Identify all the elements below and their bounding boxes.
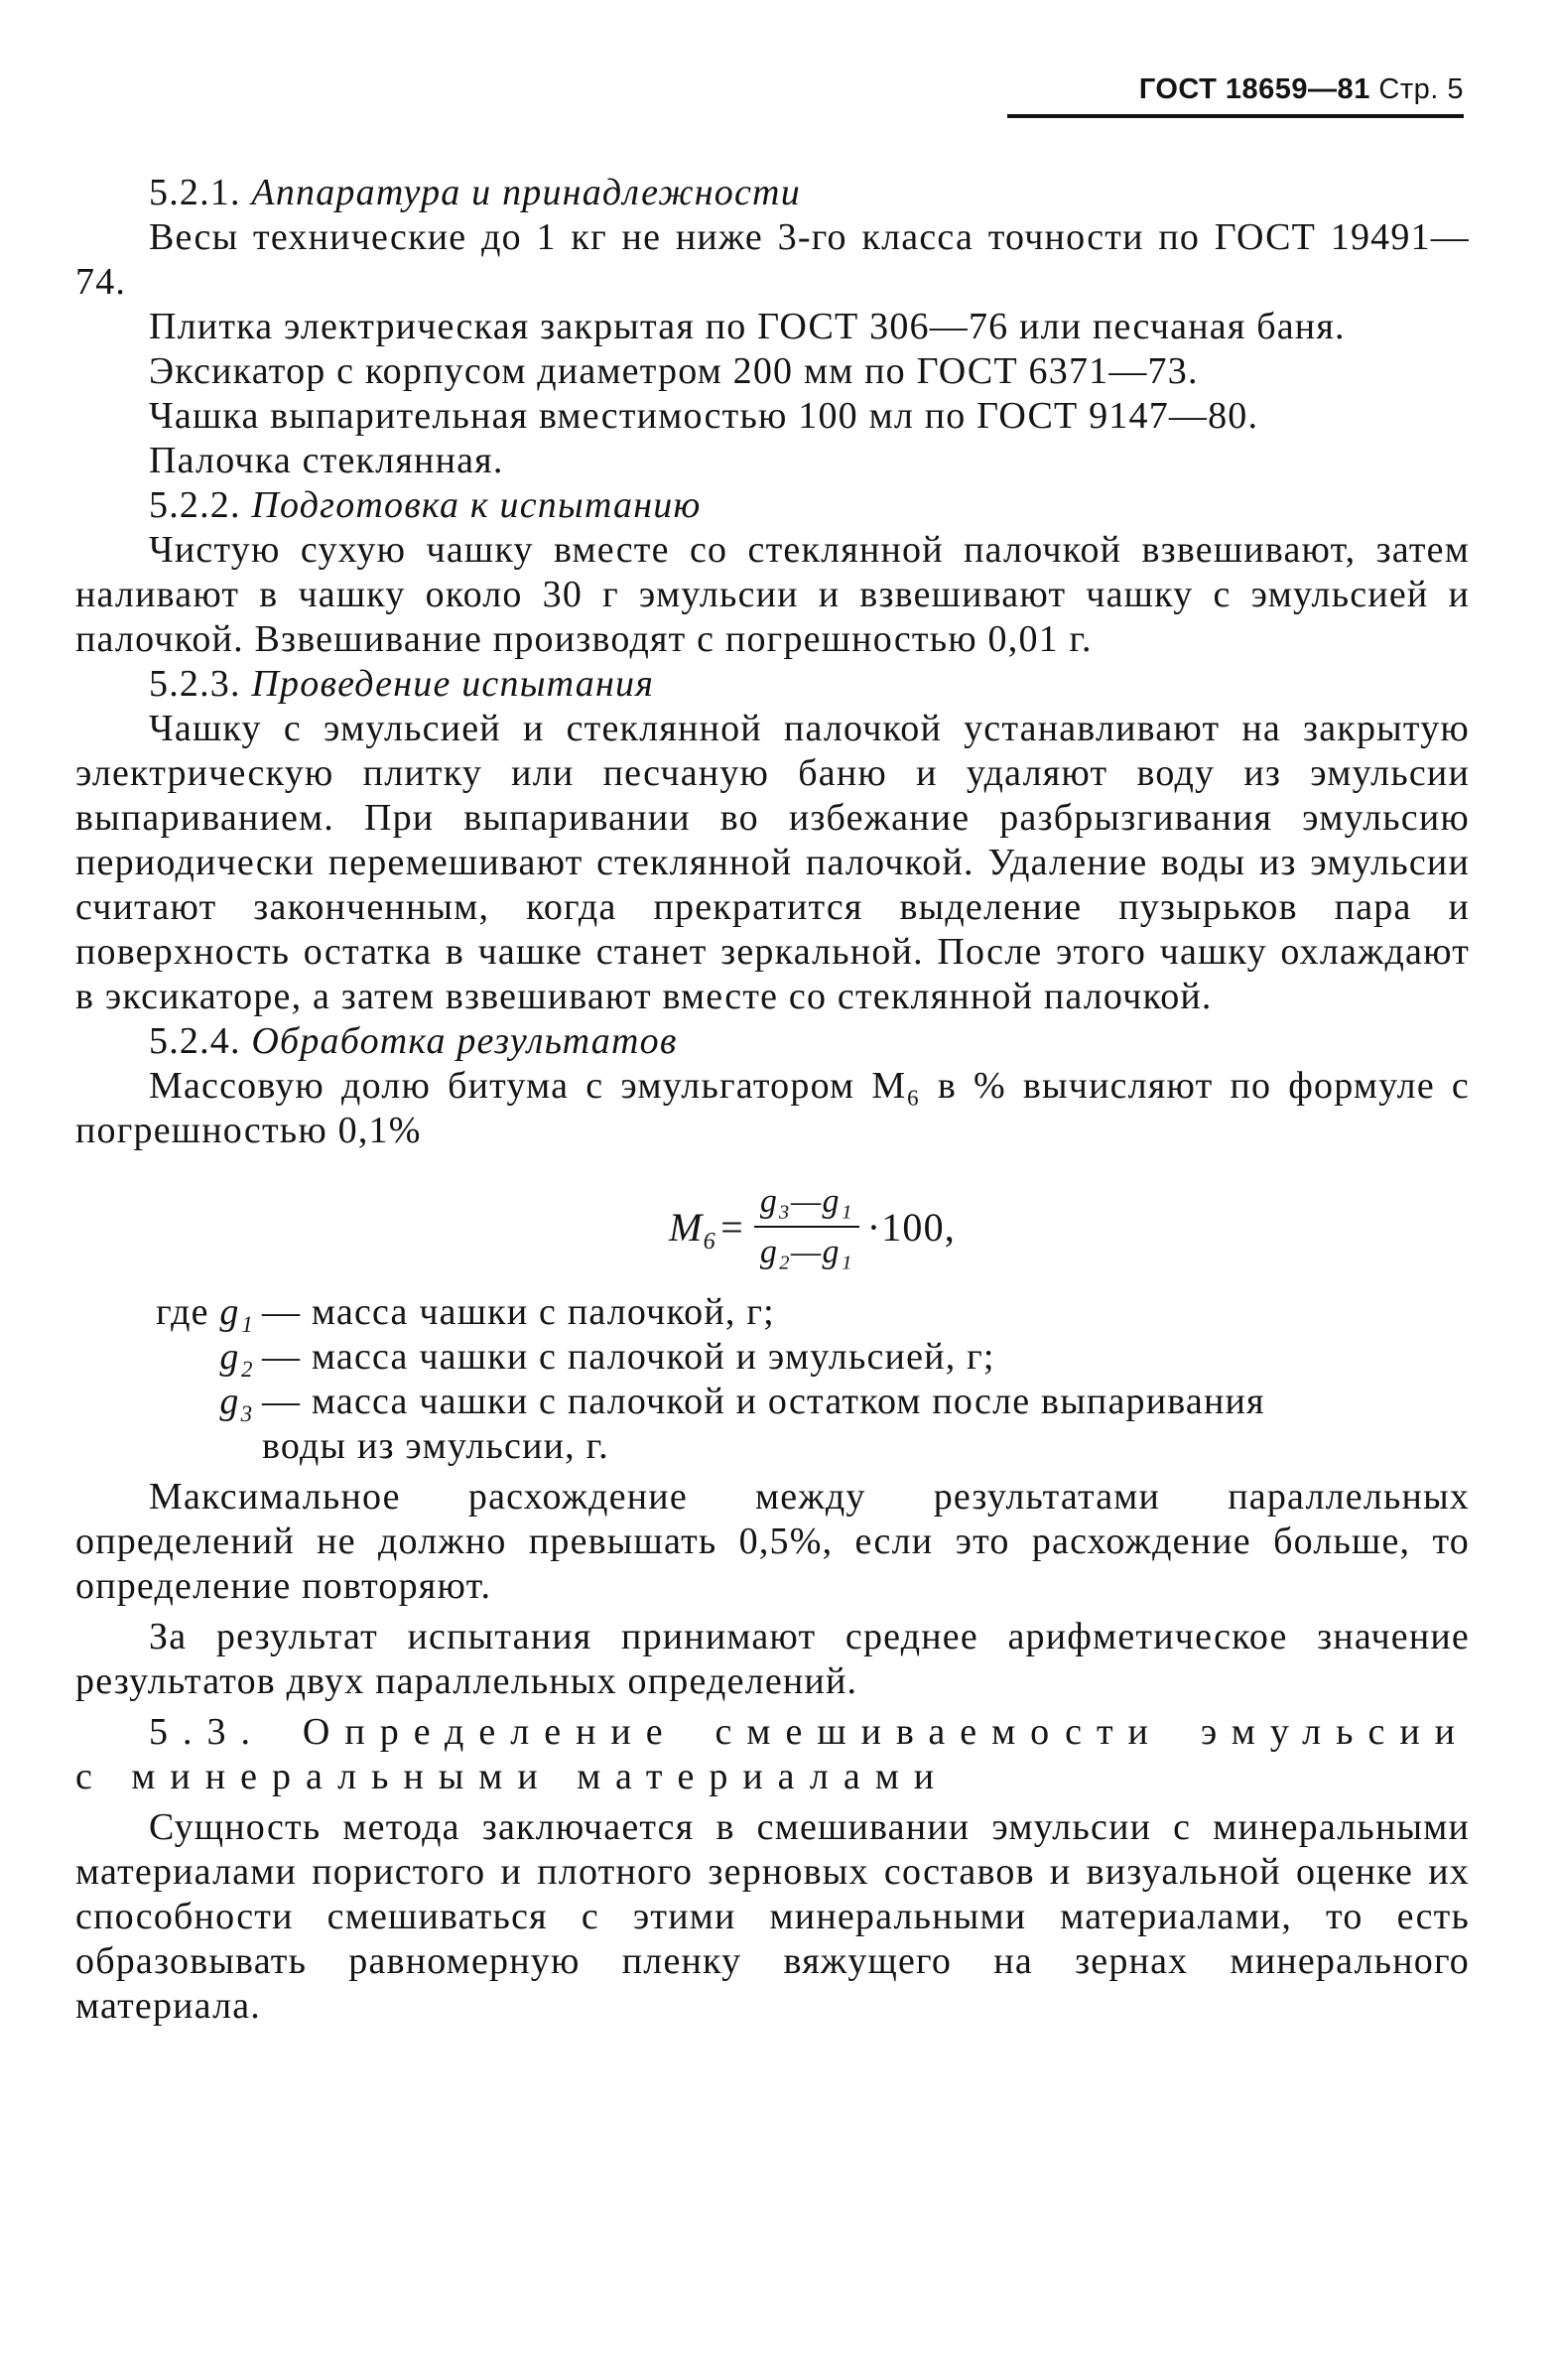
item-dish: Чашка выпарительная вместимостью 100 мл по ГОСТ 9147—80. [149, 395, 1259, 437]
item-scales: Весы технические до 1 кг не ниже 3-го класса точности по ГОСТ 19491—74. [75, 216, 1470, 303]
section-number: 5.2.3. [149, 663, 241, 705]
section-5-3-text: Сущность метода заключается в смешивании эмульсии с минеральными материалами пористого и плотного зерновых составов и визуальной оценке их способности смешиваться с этими минеральными материалами, то есть образовывать равномерную пленку вяжущего на зернах минерального материала. [75, 1806, 1470, 2027]
legend-text: — масса чашки с палочкой и остатком после выпаривания [262, 1381, 1265, 1422]
legend-symbol: g₁ [219, 1291, 254, 1333]
section-5-2-2-heading [75, 483, 1470, 528]
note-result: За результат испытания принимают среднее арифметическое значение результатов двух параллельных определений. [75, 1616, 1470, 1702]
standard-number: ГОСТ 18659—81 [1138, 73, 1370, 105]
page-header [1007, 73, 1464, 118]
formula-tail: ·100, [866, 1204, 957, 1250]
formula-intro: Массовую долю битума с эмульгатором М₆ в % вычисляют по формуле с погрешностью 0,1% [75, 1065, 1470, 1151]
section-5-2-3-text: Чашку с эмульсией и стеклянной палочкой устанавливают на закрытую электрическую плитку или песчаную баню и удаляют воду из эмульсии выпариванием. При выпаривании во избежание разбрызгивания эмульсию периодически перемешивают стеклянной палочкой. Удаление воды из эмульсии считают законченным, когда прекратится выделение пузырьков пара и поверхность остатка в чашке станет зеркальной. После этого чашку охлаждают в эксикаторе, а затем взвешивают вместе со стеклянной палочкой. [75, 708, 1470, 1017]
legend-text: — масса чашки с палочкой, г; [262, 1291, 775, 1333]
legend-text: — масса чашки с палочкой и эмульсией, г; [262, 1336, 995, 1378]
where-label: где [156, 1291, 209, 1333]
section-title: Обработка результатов [251, 1020, 678, 1062]
section-title: Проведение испытания [251, 663, 655, 705]
legend-symbol: g₂ [219, 1336, 254, 1378]
section-number: 5.2.1. [149, 172, 241, 213]
formula [75, 1179, 1470, 1274]
section-5-3-heading: 5.3. Определение смешиваемости эмульсии с минеральными материалами [75, 1711, 1470, 1797]
section-5-2-4-heading [75, 1019, 1470, 1064]
legend-row [75, 1380, 1470, 1424]
section-5-2-3-heading [75, 662, 1470, 707]
legend-continuation: воды из эмульсии, г. [262, 1425, 609, 1467]
formula-lhs: М₆= [668, 1204, 746, 1250]
section-title: Подготовка к испытанию [251, 484, 702, 526]
section-number: 5.2.4. [149, 1020, 241, 1062]
legend-row [75, 1335, 1470, 1380]
formula-legend [75, 1290, 1470, 1469]
page-number: Стр. 5 [1378, 73, 1464, 105]
section-number: 5.2.2. [149, 484, 241, 526]
section-5-2-2-text: Чистую сухую чашку вместе со стеклянной палочкой взвешивают, затем наливают в чашку около 30 г эмульсии и взвешивают чашку с эмульсией и палочкой. Взвешивание производят с погрешностью 0,01 г. [75, 529, 1470, 660]
legend-symbol: g₃ [219, 1381, 254, 1422]
document-body [75, 171, 1470, 2029]
legend-row [75, 1290, 1470, 1335]
formula-numerator: g₃—g₁ [754, 1179, 859, 1228]
section-5-2-1-heading [75, 171, 1470, 215]
formula-denominator: g₂—g₁ [759, 1234, 853, 1270]
note-max-deviation: Максимальное расхождение между результатами параллельных определений не должно превышать 0,5%, если это расхождение больше, то определение повторяют. [75, 1476, 1470, 1607]
formula-fraction [754, 1179, 859, 1274]
section-title: Аппаратура и принадлежности [251, 172, 801, 213]
item-hotplate: Плитка электрическая закрытая по ГОСТ 306—76 или песчаная баня. [149, 306, 1346, 347]
item-desiccator: Эксикатор с корпусом диаметром 200 мм по ГОСТ 6371—73. [149, 350, 1199, 392]
item-glass-rod: Палочка стеклянная. [149, 440, 504, 481]
